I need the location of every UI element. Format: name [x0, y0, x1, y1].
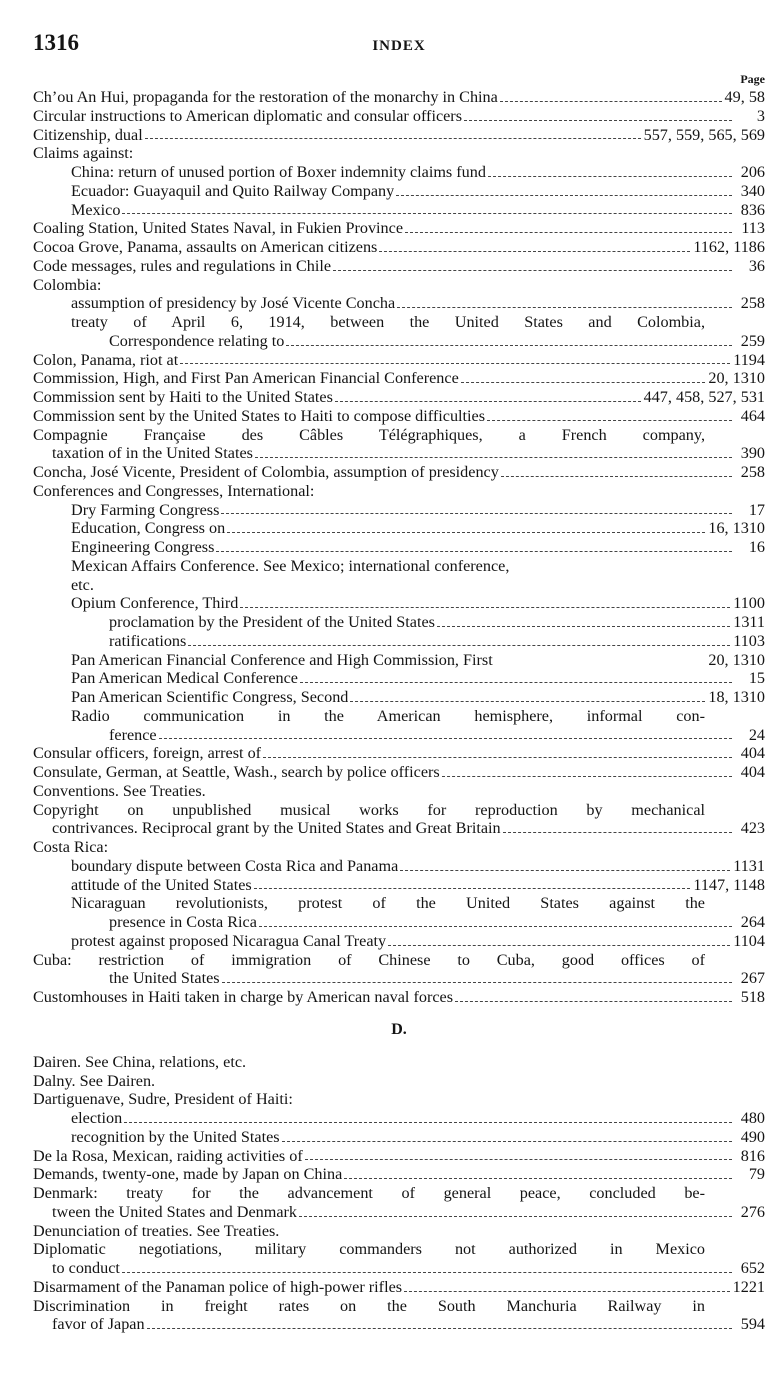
index-entry [33, 876, 765, 895]
entry-text: Consulate, German, at Seattle, Wash., search by police officers [33, 763, 440, 781]
dot-leader [396, 194, 732, 196]
index-entry [33, 1184, 765, 1203]
entry-text: protest against proposed Nicaragua Canal Treaty [71, 931, 387, 950]
index-entry [33, 838, 765, 857]
entry-text: to conduct [52, 1259, 120, 1277]
index-entry [33, 126, 765, 145]
entry-text: Pan American Medical Conference [71, 669, 298, 688]
entry-page-ref: 1221 [732, 1277, 765, 1296]
entry-text: the United States [109, 969, 220, 988]
index-entry [33, 557, 765, 576]
dot-leader [254, 887, 691, 889]
index-entry [33, 819, 765, 838]
entry-page-ref: 276 [740, 1202, 765, 1221]
entry-page-ref: 264 [740, 913, 765, 931]
index-entry [33, 1222, 765, 1241]
entry-text: Engineering Congress [71, 538, 215, 556]
page-number: 1316 [33, 30, 79, 55]
dot-leader [442, 775, 732, 777]
entry-page-ref: 594 [740, 1315, 765, 1334]
index-entry [33, 1090, 765, 1109]
entry-text: assumption of presidency by José Vicente Concha [71, 294, 396, 313]
page-title: INDEX [372, 38, 426, 54]
entry-text: Claims against: [33, 144, 134, 163]
dot-leader [180, 362, 730, 364]
entry-page-ref: 1103 [733, 631, 765, 650]
entry-page-ref: 423 [740, 819, 765, 838]
dot-leader [145, 137, 641, 139]
entry-page-ref: 259 [740, 331, 765, 350]
dot-leader [388, 944, 730, 946]
index-entry [33, 1297, 765, 1316]
index-entry [33, 1278, 765, 1297]
dot-leader [227, 531, 705, 533]
entry-text: Dalny. See Dairen. [33, 1071, 156, 1090]
entry-text: Cuba: restriction of immigration of Chinese to Cuba, good offices of [33, 950, 705, 969]
entry-text: Diplomatic negotiations, military commanders not authorized in Mexico [33, 1240, 705, 1259]
index-entry [33, 144, 765, 163]
entry-page-ref: 652 [740, 1259, 765, 1277]
index-entry [33, 351, 765, 370]
entry-page-ref: 20, 1310 [708, 650, 765, 669]
index-entry [33, 1259, 765, 1278]
entry-text: Correspondence relating to [109, 331, 285, 350]
index-entry [33, 951, 765, 970]
entry-page-ref: 464 [740, 406, 765, 425]
entry-page-ref: 404 [740, 763, 765, 781]
entry-page-ref: 18, 1310 [708, 688, 765, 706]
entry-page-ref: 36 [748, 256, 765, 275]
dot-leader [503, 831, 732, 833]
dot-leader [299, 1215, 732, 1217]
entry-page-ref: 267 [740, 969, 765, 988]
entry-text: boundary dispute between Costa Rica and Panama [71, 856, 399, 875]
dot-leader [437, 625, 730, 627]
index-entry [33, 894, 765, 913]
entry-page-ref: 480 [740, 1109, 765, 1127]
index-entry [33, 426, 765, 445]
index-entry [33, 1315, 765, 1334]
entry-page-ref: 816 [740, 1146, 765, 1165]
dot-leader [259, 925, 732, 927]
entry-text: Dry Farming Congress [71, 500, 220, 519]
entry-page-ref: 1311 [733, 613, 765, 631]
index-entry [33, 388, 765, 407]
index-entry [33, 988, 765, 1007]
entry-page-ref: 17 [748, 500, 765, 519]
index-entry [33, 688, 765, 707]
entry-text: Circular instructions to American diplomatic and consular officers [33, 106, 462, 125]
index-entry [33, 782, 765, 801]
entry-page-ref: 15 [748, 669, 765, 688]
entry-page-ref: 258 [740, 294, 765, 313]
entry-page-ref: 16 [748, 538, 765, 556]
entry-text: Commission sent by the United States to Haiti to compose difficulties [33, 406, 486, 425]
index-page [33, 30, 765, 1334]
index-entry [33, 1109, 765, 1128]
entry-page-ref: 340 [740, 181, 765, 200]
dot-leader [335, 400, 641, 402]
page-column-label: Page [740, 72, 765, 86]
entry-text: recognition by the United States [71, 1127, 280, 1146]
index-entry [33, 1203, 765, 1222]
dot-leader [188, 644, 730, 646]
entry-text: ference [109, 725, 157, 744]
index-entry [33, 1240, 765, 1259]
entry-text: Discrimination in freight rates on the South Manchuria Railway in [33, 1296, 705, 1315]
dot-leader [405, 231, 732, 233]
index-entry [33, 482, 765, 501]
entry-text: Colon, Panama, riot at [33, 350, 179, 369]
dot-leader [344, 1177, 732, 1179]
index-entry [33, 501, 765, 520]
entry-text: Costa Rica: [33, 838, 109, 856]
entry-text: presence in Costa Rica [109, 913, 257, 931]
index-entry [33, 294, 765, 313]
entry-text: Code messages, rules and regulations in Chile [33, 256, 332, 275]
entry-text: Mexico [71, 200, 121, 219]
entry-text: Citizenship, dual [33, 125, 143, 144]
entry-text: Pan American Financial Conference and High Commission, First [71, 650, 493, 669]
dot-leader [379, 250, 690, 252]
entry-page-ref: 258 [740, 463, 765, 481]
entry-text: tween the United States and Denmark [52, 1202, 297, 1221]
entry-text: Disarmament of the Panaman police of high-power rifles [33, 1277, 403, 1296]
entry-page-ref: 1194 [733, 350, 765, 369]
dot-leader [286, 344, 732, 346]
entry-page-ref: 49, 58 [724, 88, 765, 106]
index-entry [33, 276, 765, 295]
entry-text: Opium Conference, Third [71, 594, 239, 613]
entry-page-ref: 836 [740, 200, 765, 219]
entry-page-ref: 20, 1310 [708, 369, 765, 388]
entry-text: Copyright on unpublished musical works for reproduction by mechanical [33, 800, 705, 819]
entry-text: favor of Japan [52, 1315, 145, 1334]
index-entry [33, 857, 765, 876]
dot-leader [487, 419, 732, 421]
dot-leader [305, 1158, 732, 1160]
dot-leader [300, 681, 732, 683]
entry-text: Education, Congress on [71, 519, 226, 538]
entry-page-ref: 1100 [733, 594, 765, 613]
entry-page-ref: 390 [740, 444, 765, 463]
dot-leader [263, 756, 732, 758]
entry-page-ref: 557, 559, 565, 569 [643, 125, 765, 144]
index-entry [33, 1072, 765, 1091]
entry-text: Ch’ou An Hui, propaganda for the restoration of the monarchy in China [33, 88, 498, 106]
entry-text: election [71, 1109, 123, 1127]
dot-leader [282, 1140, 732, 1142]
entry-text: Commission, High, and First Pan American Financial Conference [33, 369, 459, 388]
entry-page-ref: 24 [748, 725, 765, 744]
entry-page-ref: 447, 458, 527, 531 [643, 388, 765, 406]
dot-leader [350, 700, 705, 702]
index-entry [33, 219, 765, 238]
index-entry [33, 707, 765, 726]
entry-text: Coaling Station, United States Naval, in Fukien Province [33, 219, 404, 238]
entry-text: China: return of unused portion of Boxer indemnity claims fund [71, 163, 486, 181]
entry-text: Cocoa Grove, Panama, assaults on American citizens [33, 238, 378, 256]
dot-leader [159, 737, 732, 739]
entry-page-ref: 79 [748, 1165, 765, 1184]
entry-page-ref: 1131 [733, 856, 765, 875]
index-entry [33, 726, 765, 745]
index-entries [33, 88, 765, 1334]
index-entry [33, 332, 765, 351]
entry-text: etc. [71, 575, 94, 594]
dot-leader [240, 606, 730, 608]
section-heading: D. [391, 1020, 407, 1038]
entry-page-ref: 1147, 1148 [693, 875, 765, 894]
dot-leader [221, 512, 732, 514]
entry-text: Dartiguenave, Sudre, President of Haiti: [33, 1090, 293, 1109]
index-entry [33, 88, 765, 107]
entry-text: Radio communication in the American hemisphere, informal con- [71, 706, 705, 725]
entry-text: Mexican Affairs Conference. See Mexico; international conference, [71, 556, 510, 575]
dot-leader [461, 381, 706, 383]
dot-leader [500, 100, 722, 102]
index-entry [33, 463, 765, 482]
index-entry [33, 107, 765, 126]
entry-text: treaty of April 6, 1914, between the United States and Colombia, [71, 313, 705, 331]
index-entry [33, 744, 765, 763]
index-entry [33, 1147, 765, 1166]
dot-leader [333, 269, 732, 271]
page-header [33, 30, 765, 70]
entry-page-ref: 490 [740, 1127, 765, 1146]
dot-leader [404, 1290, 730, 1292]
dot-leader [488, 175, 732, 177]
dot-leader [147, 1327, 732, 1329]
index-entry [33, 801, 765, 820]
entry-page-ref: 206 [740, 163, 765, 181]
entry-text: Pan American Scientific Congress, Second [71, 688, 349, 706]
index-entry [33, 1128, 765, 1147]
index-entry [33, 969, 765, 988]
entry-page-ref: 1162, 1186 [693, 238, 765, 256]
entry-text: Denunciation of treaties. See Treaties. [33, 1221, 280, 1240]
entry-page-ref: 1104 [733, 931, 765, 950]
index-entry [33, 651, 765, 670]
entry-text: Dairen. See China, relations, etc. [33, 1052, 247, 1071]
dot-leader [216, 550, 732, 552]
index-entry [33, 182, 765, 201]
index-entry [33, 313, 765, 332]
entry-text: Compagnie Française des Câbles Télégraphiques, a French company, [33, 425, 705, 444]
entry-text: Concha, José Vicente, President of Colombia, assumption of presidency [33, 463, 499, 481]
index-entry [33, 444, 765, 463]
index-entry [33, 201, 765, 220]
entry-text: proclamation by the President of the United States [109, 613, 435, 631]
index-entry [33, 763, 765, 782]
index-entry [33, 538, 765, 557]
index-entry [33, 257, 765, 276]
index-entry [33, 519, 765, 538]
entry-text: Colombia: [33, 275, 102, 294]
index-entry [33, 238, 765, 257]
entry-text: Conferences and Congresses, International: [33, 481, 315, 500]
index-entry [33, 1053, 765, 1072]
dot-leader [122, 212, 732, 214]
entry-text: Commission sent by Haiti to the United States [33, 388, 333, 406]
entry-text: Ecuador: Guayaquil and Quito Railway Company [71, 181, 395, 200]
entry-page-ref: 404 [740, 744, 765, 763]
dot-leader [455, 1000, 732, 1002]
index-entry [33, 576, 765, 595]
index-entry [33, 632, 765, 651]
dot-leader [400, 869, 730, 871]
entry-text: Customhouses in Haiti taken in charge by American naval forces [33, 988, 454, 1006]
index-entry [33, 1165, 765, 1184]
entry-text: Denmark: treaty for the advancement of general peace, concluded be- [33, 1184, 705, 1202]
index-entry [33, 669, 765, 688]
entry-text: Consular officers, foreign, arrest of [33, 744, 262, 763]
dot-leader [122, 1271, 732, 1273]
index-entry [33, 932, 765, 951]
index-entry [33, 613, 765, 632]
index-entry [33, 407, 765, 426]
entry-text: Nicaraguan revolutionists, protest of the United States against the [71, 894, 705, 913]
index-entry [33, 594, 765, 613]
dot-leader [397, 306, 732, 308]
entry-page-ref: 113 [741, 219, 765, 238]
index-entry [33, 369, 765, 388]
entry-page-ref: 3 [756, 106, 765, 125]
index-entry [33, 913, 765, 932]
dot-leader [464, 119, 732, 121]
dot-leader [255, 456, 732, 458]
entry-text: Demands, twenty-one, made by Japan on China [33, 1165, 343, 1184]
dot-leader [124, 1121, 732, 1123]
entry-text: Conventions. See Treaties. [33, 781, 206, 800]
dot-leader [501, 475, 732, 477]
entry-text: contrivances. Reciprocal grant by the United States and Great Britain [52, 819, 501, 838]
entry-text: De la Rosa, Mexican, raiding activities of [33, 1146, 303, 1165]
entry-page-ref: 16, 1310 [708, 519, 765, 538]
entry-text: ratifications [109, 631, 187, 650]
index-entry [33, 163, 765, 182]
dot-leader [222, 981, 732, 983]
entry-text: taxation of in the United States [52, 444, 253, 463]
entry-page-ref: 518 [740, 988, 765, 1006]
entry-text: attitude of the United States [71, 875, 252, 894]
